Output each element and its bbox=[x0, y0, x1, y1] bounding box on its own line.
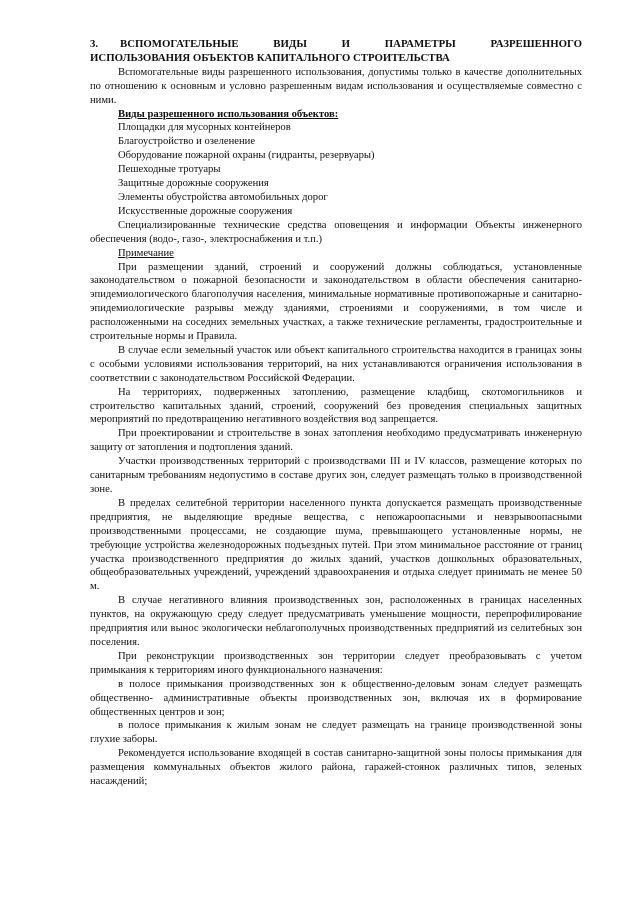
section-heading bbox=[90, 38, 582, 52]
paragraph-negative-impact: В случае негативного влияния производственных зон, расположенных в границах населенных пунктов, на окружающую среду следует предусматривать уменьшение мощности, перепрофилирование предприятия или вынос экологически неблагополучных производственных предприятий из селитебных зон поселения. bbox=[90, 595, 582, 648]
intro-paragraph: Вспомогательные виды разрешенного использования, допустимы только в качестве дополнительных по отношению к основным и условно разрешенным видам использования и осуществляемые совместно с ними. bbox=[90, 66, 582, 106]
paragraph-flood-protection: При проектировании и строительстве в зонах затопления необходимо предусматривать инженерную защиту от затопления и подтопления зданий. bbox=[90, 428, 582, 454]
list-item: Искусственные дорожные сооружения bbox=[118, 205, 293, 217]
list-item: Благоустройство и озеленение bbox=[118, 136, 256, 148]
paragraph-recommendation: Рекомендуется использование входящей в состав санитарно-защитной зоны полосы примыкания для размещения коммунальных объектов жилого района, гаражей-стоянок различных типов, зеленых насаждений; bbox=[90, 748, 582, 788]
section-number: 3. bbox=[90, 38, 99, 50]
document-page bbox=[90, 38, 582, 789]
paragraph-reconstruction: При реконструкции производственных зон территории следует преобразовывать с учетом примыкания к территориям иного функционального назначения: bbox=[90, 650, 582, 676]
note-label: Примечание bbox=[118, 247, 174, 259]
paragraph-fire-safety: При размещении зданий, строений и сооружений должны соблюдаться, установленные законодательством о пожарной безопасности и законодательством в области обеспечения санитарно-эпидемиологического благополучия населения, минимальные нормативные противопожарные и санитарно-эпидемиологические разрывы между зданиями, строениями и сооружениями, в том числе и расположенными на соседних земельных участках, а также технические регламенты, градостроительные и строительные нормы и Правила. bbox=[90, 261, 582, 343]
list-item: Пешеходные тротуары bbox=[118, 164, 221, 176]
paragraph-business-strip: в полосе примыкания производственных зон к общественно-деловым зонам следует размещать общественно- административные объекты производственных зон, включая их в формирование общественных центров и зон; bbox=[90, 678, 582, 718]
section-title-line1: ВСПОМОГАТЕЛЬНЫЕ ВИДЫ И ПАРАМЕТРЫ РАЗРЕШЕННОГО bbox=[120, 38, 582, 50]
paragraph-residential-industry: В пределах селитебной территории населенного пункта допускается размещать производственные предприятия, не выделяющие вредные вещества, с непожароопасными и невзрывоопасными производственными процессами, не создающие шума, превышающего установленные нормы, не требующие устройства железнодорожных подъездных путей. При этом минимальное расстояние от границ участка производственного предприятия до жилых зданий, участков дошкольных образовательных, общеобразовательных учреждений, учреждений здравоохранения и отдыха следует принимать не менее 50 м. bbox=[90, 497, 582, 593]
list-item: Элементы обустройства автомобильных дорог bbox=[118, 191, 328, 203]
section-title-line2: ИСПОЛЬЗОВАНИЯ ОБЪЕКТОВ КАПИТАЛЬНОГО СТРОИТЕЛЬСТВА bbox=[90, 51, 450, 64]
list-item-last: Специализированные технические средства оповещения и информации Объекты инженерного обеспечения (водо-, газо-, электроснабжения и т.п.) bbox=[90, 219, 582, 245]
list-item: Защитные дорожные сооружения bbox=[118, 178, 269, 190]
list-item: Площадки для мусорных контейнеров bbox=[118, 122, 291, 134]
list-item: Оборудование пожарной охраны (гидранты, резервуары) bbox=[118, 150, 375, 162]
paragraph-special-zones: В случае если земельный участок или объект капитального строительства находится в границах зоны с особыми условиями использования территорий, на них устанавливаются ограничения использования в соответствии с законодательством Российской Федерации. bbox=[90, 344, 582, 384]
paragraph-flood-areas: На территориях, подверженных затоплению, размещение кладбищ, скотомогильников и строительство капитальных зданий, строений, сооружений без проведения специальных защитных мероприятий по предотвращению негативного воздействия вод запрещается. bbox=[90, 386, 582, 426]
list-title: Виды разрешенного использования объектов: bbox=[118, 108, 339, 120]
paragraph-residential-strip: в полосе примыкания к жилым зонам не следует размещать на границе производственной зоны глухие заборы. bbox=[90, 720, 582, 746]
paragraph-industrial-classes: Участки производственных территорий с производствами III и IV классов, размещение которых по санитарным требованиям недопустимо в составе других зон, следует размещать только в производственной зоне. bbox=[90, 456, 582, 495]
